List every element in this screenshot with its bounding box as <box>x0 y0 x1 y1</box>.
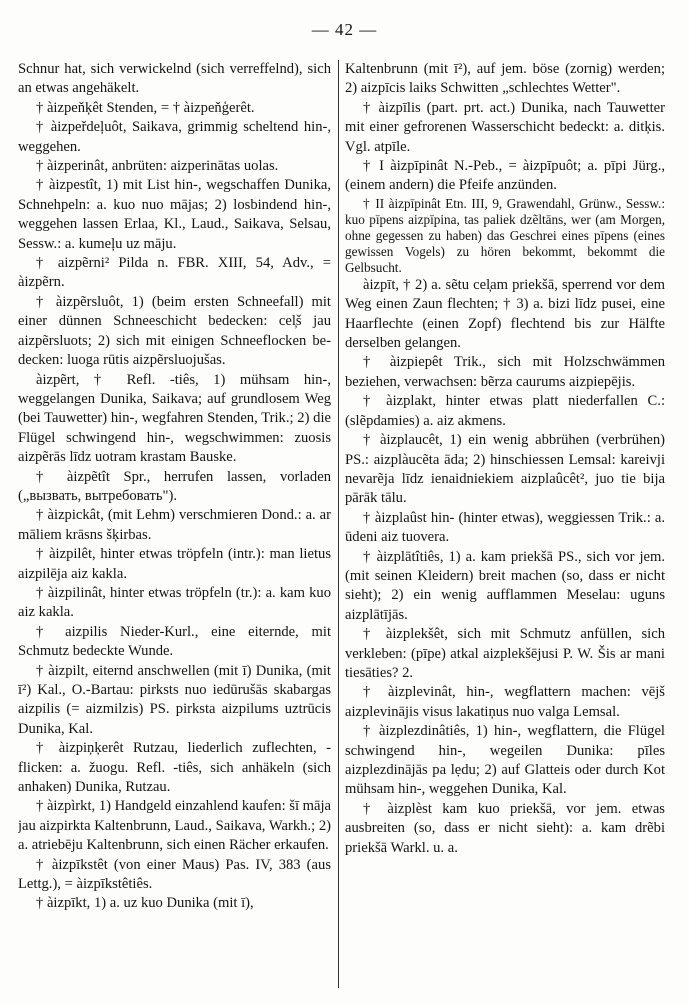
dictionary-entry: † II àizpīpinât Etn. III, 9, Grawendahl, Grünw., Sessw.: kuo pīpens aizpīpina, tas paliek dzẽltāns, wer (am Morgen, ohne gegessen zu haben) das Geschrei eines pīpens (eines gewissen Vogels) zu hören bekommt, bekommt die Gelbsucht. <box>345 195 665 275</box>
dictionary-entry: àizpīt, † 2) a. sẽtu cel̦am priekšā, sperrend vor dem Weg einen Zaun flechten; † 3) a. bizi līdz pusei, eine Haarflechte (einen Zopf) flechtend bis zur Hälfte derselben gelangen. <box>345 276 665 352</box>
dictionary-entry: † àizplaucêt, 1) ein wenig abbrühen (verbrühen) PS.: aizplàucẽta āda; 2) hinschiessen Lemsal: kareivji nevarẽja līdz ienaidniekiem aizplaûcêt², juo tie bija pārāk tālu. <box>345 432 665 507</box>
dictionary-entry: Schnur hat, sich verwickelnd (sich verreffelnd), sich an etwas angehäkelt. <box>18 61 331 97</box>
dictionary-entry: † àizplekšêt, sich mit Schmutz anfüllen, sich verkleben: (pīpe) atkal aizplekšējusi P. W. Šis ar mani tiesāties? 2. <box>345 626 665 681</box>
dictionary-entry: † àizpilinât, hinter etwas tröpfeln (tr.): a. kam kuo aiz kakla. <box>18 584 331 621</box>
dictionary-entry: † àizpẽrsluôt, 1) (beim ersten Schneefall) mit einer dünnen Schneeschicht bedecken: cel̦š jau aizpẽrsluots; 2) sich mit einigen Schneeflocken bedecken: luoga rūtis aizpẽrsluojušas. <box>18 293 331 369</box>
dictionary-entry: † àizperinât, anbrüten: aizperinātas uolas. <box>36 158 279 175</box>
page-number: — 42 — <box>311 20 378 39</box>
dictionary-entry: † àizpickât, (mit Lehm) verschmieren Dond.: a. ar māliem krāsns šķirbas. <box>18 507 331 543</box>
dictionary-entry: † àizplātîtiês, 1) a. kam priekšā PS., sich vor jem. (mit seinen Kleidern) breit machen (so, dass er nicht sieht); 2) ein wenig aufflammen Meselau: uguns aizplātījās. <box>345 548 665 623</box>
dictionary-entry: Kaltenbrunn (mit ī²), auf jem. böse (zornig) werden; 2) aizpīcis laiks Schwitten „schlechtes Wetter". <box>345 61 665 97</box>
dictionary-entry: † àizplaûst hin- (hinter etwas), weggiessen Trik.: a. ūdeni aiz tuovera. <box>345 509 665 546</box>
dictionary-entry: † àizplakt, hinter etwas platt niederfallen C.: (slẽpdamies) a. aiz akmens. <box>345 393 665 429</box>
dictionary-entry: † àizplèst kam kuo priekšā, vor jem. etwas ausbreiten (so, dass er nicht sieht): a. kam drẽbi priekšā Warkl. u. a. <box>345 800 665 856</box>
column-divider <box>338 60 339 988</box>
dictionary-entry: † àizpiņķerêt Rutzau, liederlich zuflechten, -flicken: a. žuogu. Refl. -tiês, sich anhäkeln (sich anhaken) Dunika, Rutzau. <box>18 740 331 796</box>
dictionary-entry: † aizpẽrni² Pilda n. FBR. XIII, 54, Adv., = àizpẽrn. <box>18 255 331 291</box>
dictionary-entry: † àizpestît, 1) mit List hin-, wegschaffen Dunika, Schnehpeln: a. kuo nuo mājas; 2) losbindend hin-, weggehen lassen Erlaa, Kl., Laud., Saikava, Selsau, Sessw.: a. kumeļu uz māju. <box>18 177 331 252</box>
dictionary-entry: † àizpīkstêt (von einer Maus) Pas. IV, 383 (aus Lettg.), = àizpīkstêtiês. <box>18 856 331 893</box>
dictionary-entry: † àizpẽtît Spr., herrufen lassen, vorladen („вызвать, вытребовать"). <box>18 468 331 504</box>
dictionary-entry: † àizplezdinâtiês, 1) hin-, wegflattern, die Flügel schwingend hin-, wegeilen Dunika: pīles aizplezdinājās pa lẹdu; 2) auf Glatteis oder durch Kot mühsam hin-, weggehen Dunika, Kal. <box>345 723 665 798</box>
dictionary-entry: † àizpeřdeļuôt, Saikava, grimmig scheltend hin-, weggehen. <box>18 119 331 155</box>
dictionary-entry: † aizpilis Nieder-Kurl., eine eiternde, mit Schmutz bedeckte Wunde. <box>18 623 331 660</box>
dictionary-entry: † àizpīlis (part. prt. act.) Dunika, nach Tauwetter mit einer gefrorenen Wasserschicht bedeckt: a. ditķis. Vgl. atpīle. <box>345 99 665 155</box>
dictionary-entry: † àizpìrkt, 1) Handgeld einzahlend kaufen: šī māja jau aizpirkta Kaltenbrunn, Laud., Saikava, Warkh.; 2) a. atriebēju Kaltenbrunn, sich einen Rächer erkaufen. <box>18 798 331 854</box>
dictionary-entry: † I àizpīpinât N.-Peb., = àizpīpuôt; a. pīpi Jürg., (einem andern) die Pfeife anzünden. <box>345 158 665 194</box>
dictionary-entry: † àizplevinât, hin-, wegflattern machen: vējš aizplevinājis visus lakatiņus nuo valga Lemsal. <box>345 684 665 720</box>
dictionary-entry: † àizpeňķêt Stenden, = † àizpeňģerêt. <box>36 99 255 116</box>
dictionary-entry: † àizpilt, eiternd anschwellen (mit ī) Dunika, (mit ī²) Kal., O.-Bartau: pirksts nuo iedūrušās skabargas aizpilis (= aizmilzis) PS. pirksta aizpilums uztrūcis Dunika, Kal. <box>18 662 331 737</box>
right-column <box>345 60 665 995</box>
dictionary-entry: † àizpiepêt Trik., sich mit Holzschwämmen beziehen, verwachsen: bẽrza caurums aizpiepējis. <box>345 354 665 390</box>
dictionary-entry: àizpẽrt, † Refl. -tiês, 1) mühsam hin-, weggelangen Dunika, Saikava; auf grundlosem Weg (bei Tauwetter) hin-, wegfahren Stenden, Trik.; 2) die Flügel schwingend hin-, wegschwimmen: zuosis aizpẽrās līdz uotram krastam Bauske. <box>18 371 331 466</box>
left-column <box>18 60 331 995</box>
dictionary-entry: † àizpilêt, hinter etwas tröpfeln (intr.): man lietus aizpilēja aiz kakla. <box>18 546 331 582</box>
dictionary-entry: † àizpīkt, 1) a. uz kuo Dunika (mit ī), <box>36 895 254 912</box>
